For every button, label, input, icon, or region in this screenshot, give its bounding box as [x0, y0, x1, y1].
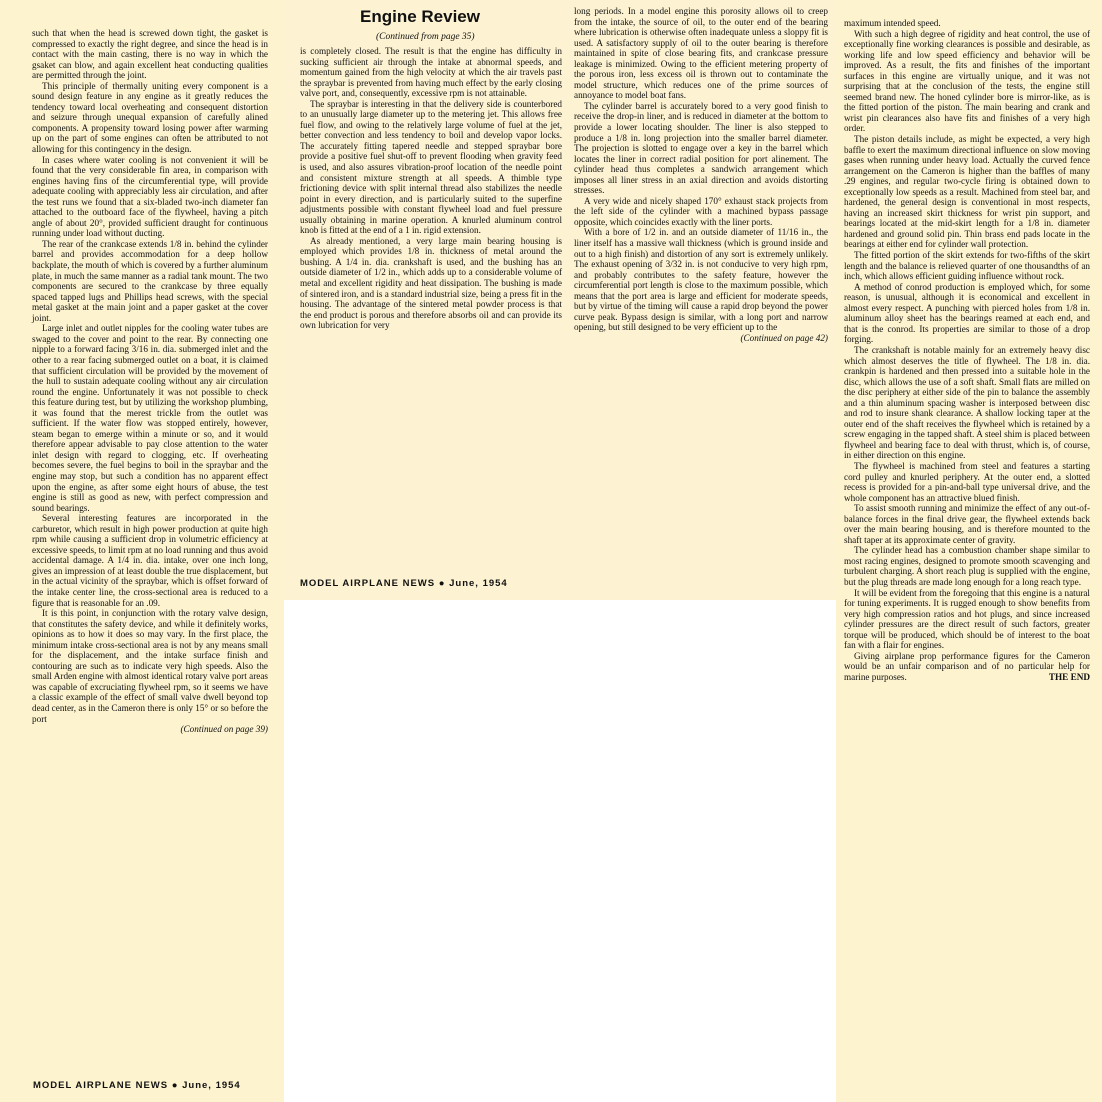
paragraph: such that when the head is screwed down tight, the gasket is compressed to exactly the right degree, and since the head is in contact with the main casting, there is no way in which the gsaket can blow, and again excellent heat conducting qualities are permitted through the joint.	[32, 28, 268, 81]
paragraph: The cylinder head has a combustion chamber shape similar to most racing engines, designed to promote smooth scavenging and turbulent charging. A short reach plug is supplied with the engine, but the plug threads are made long enough for a long reach type.	[844, 545, 1090, 587]
paragraph: As already mentioned, a very large main bearing housing is employed which provides 1/8 in. thickness of metal around the bushing. A 1/4 in. dia. crankshaft is used, and the bushing has an outside diameter of 1/2 in., which adds up to a considerable volume of metal and excellent rigidity and heat dissipation. The bushing is made of sintered iron, and is a standard industrial size, being a press fit in the housing. The advantage of the sintered metal powder process is that the end product is porous and therefore absorbs oil and can provide its own lubrication for very	[300, 235, 562, 331]
paragraph: The flywheel is machined from steel and features a starting cord pulley and knurled periphery. At the outer end, a slotted recess is provided for a pin-and-ball type universal drive, and the whole component has an attractive blued finish.	[844, 460, 1090, 503]
paragraph: The rear of the crankcase extends 1/8 in. behind the cylinder barrel and provides accommodation for a deep hollow backplate, the mouth of which is covered by a further aluminum plate, in much the same manner as a radial tank mount. The two components are secured to the crankcase by three equally spaced tapped lugs and Phillips head screws, with the special metal gasket at the main joint and a paper gasket at the cover joint.	[32, 238, 268, 323]
paragraph: long periods. In a model engine this porosity allows oil to creep from the intake, the source of oil, to the outer end of the bearing where lubrication is otherwise often inadequate unless a sloppy fit is used. A satisfactory supply of oil to the outer bearing is therefore maintained in spite of close bearing fits, and crankcase pressure leakage is minimized. Owing to the efficient metering property of the porous iron, less excess oil is thrown out to contaminate the model structure, which reduces one of the prime sources of annoyance to model boat fans.	[574, 6, 828, 101]
paragraph: In cases where water cooling is not convenient it will be found that the very considerable fin area, in comparison with engines having fins of the circumferential type, will provide adequate cooling with appreciably less air circulation, and after the test runs we found that a six-bladed two-inch diameter fan attached to the outboard face of the flywheel, having a pitch angle of about 20°, provided sufficient draught for continuous running under load without ducting.	[32, 154, 268, 239]
page-footer: MODEL AIRPLANE NEWS ● June, 1954	[300, 578, 508, 589]
continued-note: (Continued on page 39)	[180, 724, 268, 735]
paragraph: Large inlet and outlet nipples for the cooling water tubes are swaged to the cover and point to the rear. By connecting one nipple to a forward facing 3/16 in. dia. submerged inlet and the other to a rear facing submerged outlet on a boat, it is claimed that sufficient circulation will be provided by the movement of the hull to sustain adequate cooling without any air circulation round the engine. Unfortunately it was not possible to check this feature during test, but by utilizing the workshop plumbing, it was found that the merest trickle from the outlet was sufficient. If the water flow was stopped entirely, however, steam began to emerge within a minute or so, and it would therefore appear advisable to pay close attention to the water inlet design with regard to clogging, etc. If overheating becomes severe, the fuel begins to boil in the spraybar and the engine may stop, but such a condition has no apparent effect upon the engine, as after some eight hours of abuse, the test engine is still as good as new, with perfect compression and sound bearings.	[32, 323, 268, 513]
paragraph: It is this point, in conjunction with the rotary valve design, that constitutes the safety device, and while it definitely works, opinions as to how it does so may vary. In the first place, the minimum intake cross-sectional area is not by any means small for the displacement, and the intake surface finish and contouring are such as to indicate very high speeds. Also the small Arden engine with almost identical rotary valve port areas was capable of excruciating flywheel rpm, so it seems we have a classic example of the effect of small valve dwell beyond top dead center, as in the Cameron there is only 15° or so before the port	[32, 608, 268, 724]
paragraph: This principle of thermally uniting every component is a sound design feature in any engine as it greatly reduces the tendency toward local overheating and consequent distortion and seizure through unequal expansion of carefully alined components. A propensity toward losing power after warming up on the part of some engines can often be attributed to not allowing for this contingency in the design.	[32, 80, 268, 155]
article-subtitle: (Continued from page 35)	[376, 32, 475, 42]
the-end-mark: THE END	[1048, 671, 1090, 682]
review-column-1	[300, 46, 562, 331]
paragraph: maximum intended speed.	[844, 18, 941, 28]
review-column-2	[574, 6, 828, 344]
paragraph: A very wide and nicely shaped 170° exhaust stack projects from the left side of the cylinder with a machined bypass passage opposite, which coincides exactly with the liner ports.	[574, 195, 828, 227]
paragraph-text: Giving airplane prop performance figures for the Cameron would be an unfair comparison and of no particular help for marine purposes.	[844, 650, 1090, 682]
right-column-text	[844, 18, 1090, 682]
paragraph: With such a high degree of rigidity and heat control, the use of exceptionally fine working clearances is possible and desirable, as working life and low speed efficiency and behavior will be improved. As a result, the fits and finishes of the important surfaces in this engine are virtually unique, and it was not surprising that at the conclusion of the tests, the engine still seemed brand new. The honed cylinder bore is mirror-like, as is the fitted portion of the piston. The main bearing and crank and wrist pin clearances also have fits and finishes of a very high order.	[844, 28, 1090, 134]
article-title: Engine Review	[360, 7, 480, 26]
paragraph: The cylinder barrel is accurately bored to a very good finish to receive the drop-in liner, and is reduced in diameter at the bottom to provide a lower locating shoulder. The liner is also stepped to produce a 1/8 in. long projection into the smaller barrel diameter. The projection is slotted to engage over a key in the barrel which locates the liner in correct radial position for port alinement. The cylinder head thus completes a sandwich arrangement which imposes all liner stress in an axial direction and avoids distorting stresses.	[574, 100, 828, 196]
left-column-text	[32, 28, 268, 735]
paragraph: The piston details include, as might be expected, a very high baffle to exert the maximum directional influence on slow moving gases when running under heavy load. Actually the curved fence arrangement on the Cameron is higher than the baffles of many .29 engines, and regular two-cycle firing is obtained down to exceptionally low speeds as a result. Machined from steel bar, and hardened, the general design is conventional in most respects, having an increased skirt thickness for wrist pin support, and bearings located at the mid-skirt length for a 1/8 in. diameter hardened and ground solid pin. Thin brass end pads locate in the bearings at either end for cylinder wall protection.	[844, 134, 1090, 250]
page-right-column	[836, 0, 1102, 1102]
paragraph: With a bore of 1/2 in. and an outside diameter of 11/16 in., the liner itself has a massive wall thickness (which is ground inside and out to a high finish) and distortion of any sort is extremely unlikely. The exhaust opening of 3/32 in. is not conducive to very high rpm, and probably contributes to the safety feature, however the circumferential port length is close to the maximum possible, which means that the port area is large and efficient for moderate speeds, but by virtue of the timing will cause a rapid drop beyond the power curve peak. Bypass design is similar, with a long port and narrow opening, but still designed to be very efficient up to the	[574, 227, 828, 333]
page-footer: MODEL AIRPLANE NEWS ● June, 1954	[33, 1080, 241, 1091]
paragraph: A method of conrod production is employed which, for some reason, is unusual, although it is economical and excellent in almost every respect. A punching with pierced holes from 1/8 in. aluminum alloy sheet has the bearings reamed at each end, and that is the conrod. Its properties are similar to those of a drop forging.	[844, 281, 1090, 345]
paragraph: The fitted portion of the skirt extends for two-fifths of the skirt length and the balance is relieved quarter of one thousandths of an inch, which allows efficient guiding influence without rock.	[844, 250, 1090, 282]
paragraph: The crankshaft is notable mainly for an extremely heavy disc which almost deserves the title of flywheel. The 1/8 in. dia. crankpin is hardened and then pressed into a suitable hole in the disc, which allows the use of a soft shaft. Small flats are milled on the disc periphery at either side of the pin to balance the assembly and a thin aluminum spacing washer is interposed between disc and rod to insure shank clearance. A shallow locking taper at the outer end of the shaft receives the flywheel which is retained by a screw engaging in the tapped shaft. A steel shim is placed between flywheel and bearing face to deal with thrust, which is, of course, in either direction on this engine.	[844, 344, 1090, 461]
paragraph: It will be evident from the foregoing that this engine is a natural for tuning experiments. It is rugged enough to show benefits from very high compression ratios and hot plugs, and since increased cylinder pressures are the direct result of such factors, greater torque will be produced, which should be of interest to the boat fan with a flair for engines.	[844, 587, 1090, 651]
page-engine-review	[284, 0, 838, 600]
paragraph: Several interesting features are incorporated in the carburetor, which result in high power production at quite high rpm while causing a sufficient drop in volumetric efficiency at excessive speeds, to limit rpm at no load running and thus avoid accidental damage. A 1/4 in. dia. intake, over one inch long, gives an impression of at least double the true displacement, but in the actual vicinity of the spraybar, which is offset forward of the intake center line, the cross-sectional area is reduced to a figure that is reasonable for an .09.	[32, 513, 268, 608]
continued-note: (Continued on page 42)	[740, 332, 828, 343]
paragraph-final	[844, 651, 1090, 683]
paragraph: To assist smooth running and minimize the effect of any out-of-balance forces in the final drive gear, the flywheel extends back over the main bearing housing, and is therefore mounted to the shaft taper at its approximate center of gravity.	[844, 503, 1090, 545]
page-left-column	[0, 0, 284, 1102]
paragraph: The spraybar is interesting in that the delivery side is counterbored to an unusually large diameter up to the metering jet. This allows free fuel flow, and owing to the relatively large volume of fuel at the jet, better convection and less tendency to boil and develop vapor locks. The accurately fitting tapered needle and stepped spraybar bore provide a positive fuel shut-off to prevent flooding when gravity feed is used, and also assures vibration-proof location of the needle point and consistent mixture strength at all speeds. A thimble type frictioning device with split internal thread also stabilizes the needle point in every direction, and is particularly suited to the superfine adjustments possible with constant flywheel load and fuel pressure usually obtaining in marine operation. A knurled aluminum control knob is fitted at the end of a 1 in. rigid extension.	[300, 98, 562, 236]
paragraph: is completely closed. The result is that the engine has difficulty in sucking sufficient air through the intake at abnormal speeds, and momentum gained from the high velocity at which the air travels past the spraybar is prevented from having much effect by the early closing valve port, and, consequently, excessive rpm is not attainable.	[300, 46, 562, 99]
